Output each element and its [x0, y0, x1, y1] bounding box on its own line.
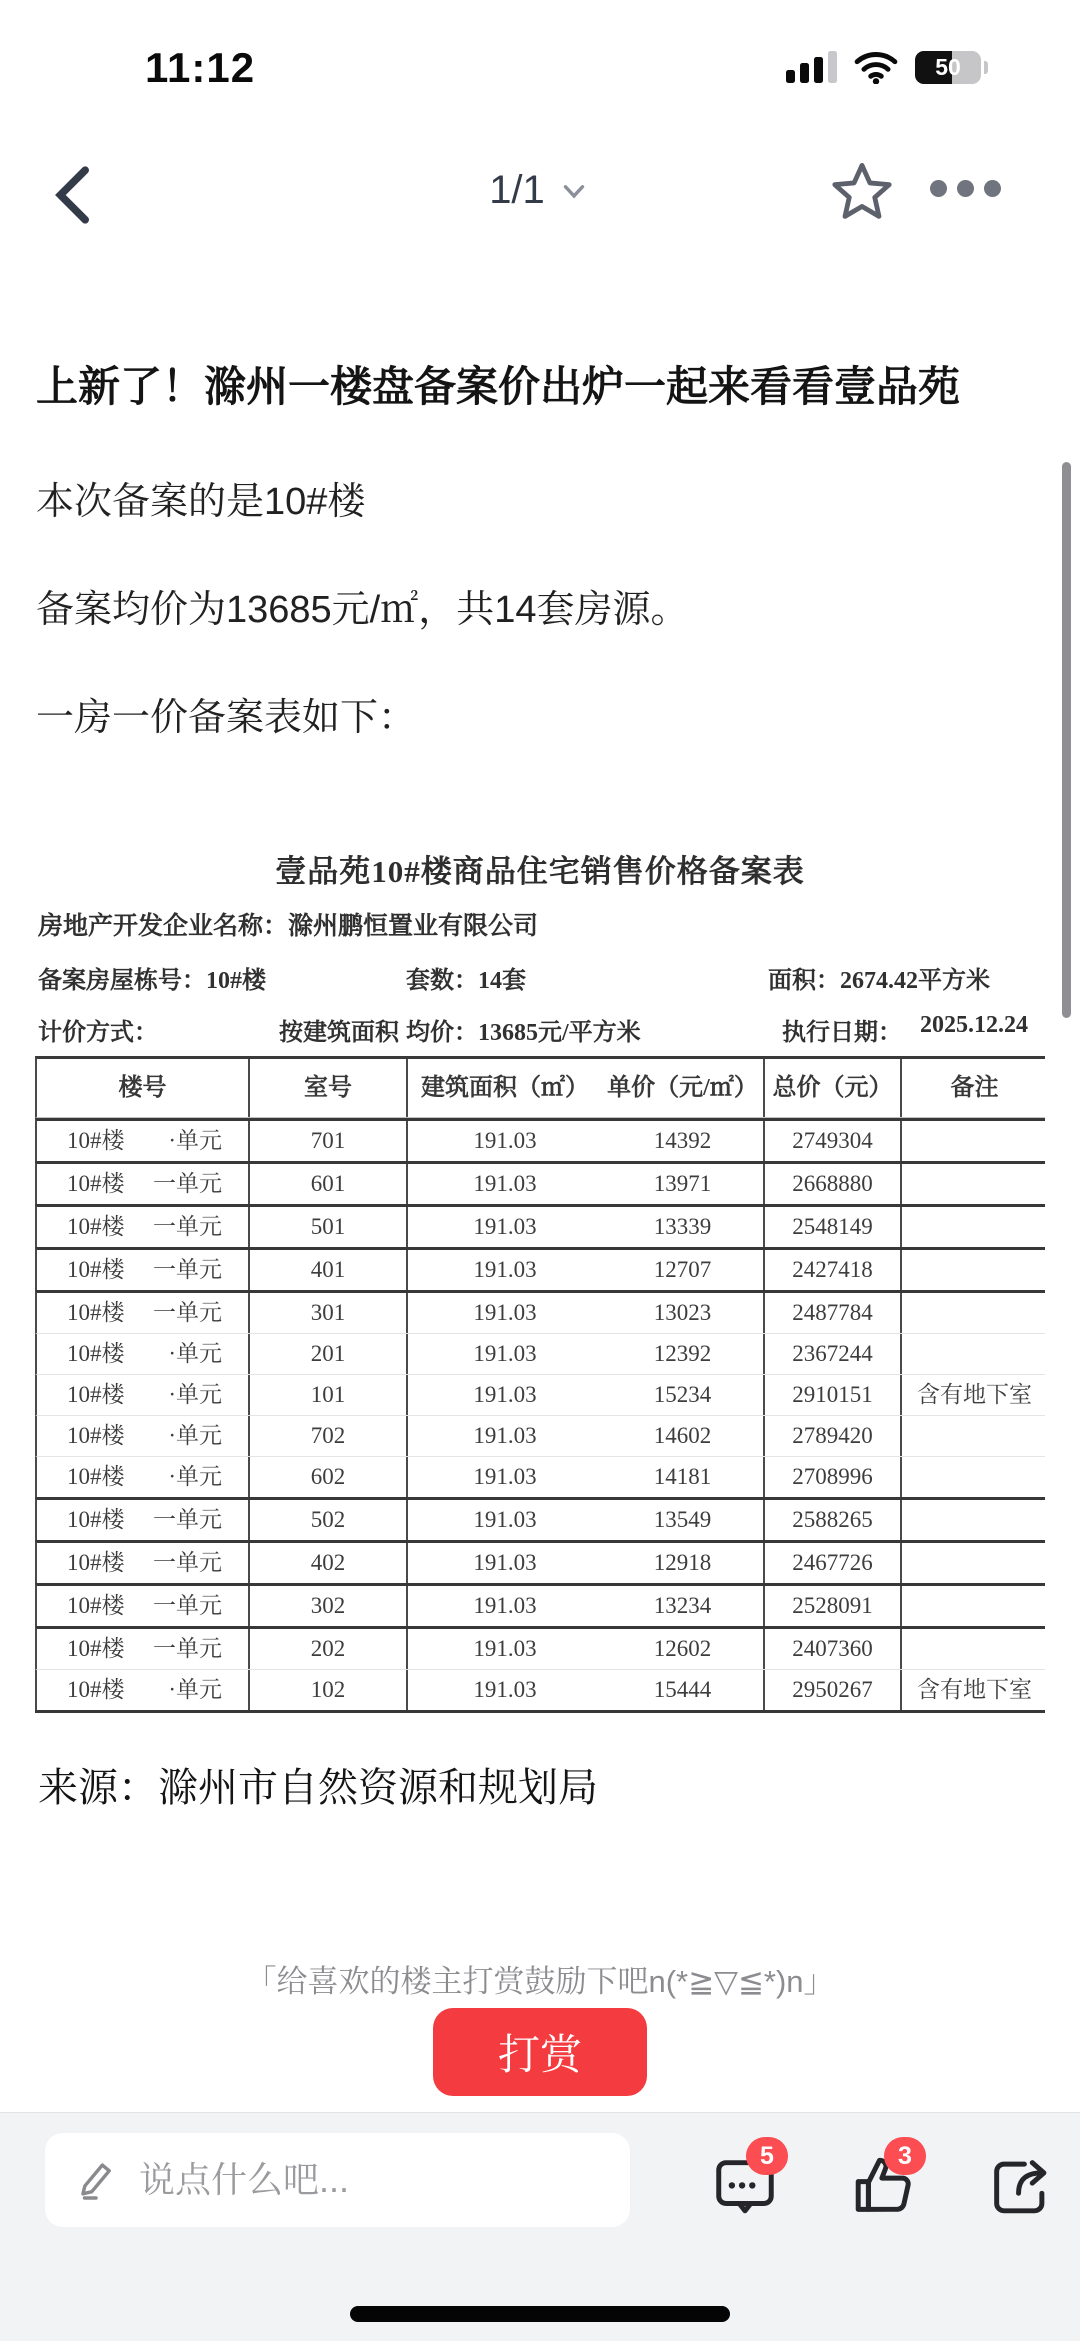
- table-row: [35, 1247, 1045, 1290]
- table-cell: 2487784: [765, 1293, 902, 1333]
- comment-count-badge: 5: [746, 2137, 788, 2175]
- table-cell: 191.03: [473, 1382, 537, 1407]
- table-cell: 10#楼 一单元: [37, 1293, 250, 1333]
- table-cell: 单价（元/㎡）: [602, 1059, 765, 1117]
- table-cell: 2708996: [765, 1457, 902, 1497]
- table-row: [35, 1497, 1045, 1540]
- table-cell: 191.03: [473, 1341, 537, 1366]
- table-cell: 总价（元）: [765, 1059, 902, 1117]
- table-cell: [902, 1164, 1047, 1204]
- total-area: 面积：2674.42平方米: [768, 968, 990, 994]
- table-row: [35, 1118, 1045, 1161]
- battery-percent: 50: [935, 53, 961, 80]
- table-cell: 2407360: [765, 1629, 902, 1669]
- nav-bar: [0, 130, 1080, 260]
- table-cell: 含有地下室: [917, 1677, 1032, 1702]
- table-cell: 13549: [602, 1500, 765, 1540]
- table-cell: 10#楼 一单元: [37, 1629, 250, 1669]
- table-cell: 10#楼 一单元: [37, 1250, 250, 1290]
- table-cell: [902, 1543, 1047, 1583]
- table-cell: 13971: [602, 1164, 765, 1204]
- table-cell: 建筑面积（㎡）: [421, 1075, 589, 1101]
- table-cell: 2528091: [765, 1586, 902, 1626]
- table-cell: 14181: [602, 1457, 765, 1497]
- table-cell: 13339: [602, 1207, 765, 1247]
- table-cell: 10#楼 ·单元: [37, 1334, 250, 1374]
- table-cell: 12602: [602, 1629, 765, 1669]
- cellular-signal-icon: [786, 51, 837, 83]
- table-cell: 13234: [602, 1586, 765, 1626]
- table-cell: 401: [250, 1250, 408, 1290]
- table-cell: 10#楼 ·单元: [37, 1121, 250, 1161]
- comment-button[interactable]: [710, 2141, 780, 2221]
- favorite-star-icon[interactable]: [828, 158, 896, 226]
- status-bar: [0, 0, 1080, 100]
- post-paragraph: 本次备案的是10#楼: [36, 481, 366, 523]
- effective-date-label: 执行日期：: [782, 1020, 902, 1046]
- table-cell: 2467726: [765, 1543, 902, 1583]
- document-title: 壹品苑10#楼商品住宅销售价格备案表: [275, 854, 805, 889]
- table-cell: 2588265: [765, 1500, 902, 1540]
- table-cell: [902, 1416, 1047, 1456]
- table-cell: 2367244: [765, 1334, 902, 1374]
- table-cell: 2548149: [765, 1207, 902, 1247]
- effective-date: 2025.12.24: [920, 1012, 1028, 1038]
- table-cell: 701: [250, 1121, 408, 1161]
- table-cell: 102: [250, 1670, 408, 1710]
- comment-input[interactable]: [137, 2158, 610, 2202]
- building-no: 备案房屋栋号：10#楼: [38, 968, 266, 994]
- table-cell: [902, 1250, 1047, 1290]
- post-paragraph: 一房一价备案表如下：: [36, 697, 417, 739]
- table-cell: 15444: [602, 1670, 765, 1710]
- table-cell: [902, 1334, 1047, 1374]
- table-cell: 702: [250, 1416, 408, 1456]
- table-row: [35, 1583, 1045, 1626]
- table-cell: 备注: [950, 1075, 999, 1101]
- more-options-icon[interactable]: [930, 180, 1001, 197]
- table-cell: 10#楼 一单元: [37, 1164, 250, 1204]
- table-cell: 10#楼 ·单元: [37, 1416, 250, 1456]
- table-cell: 191.03: [473, 1636, 537, 1661]
- reward-tip-text: 「给喜欢的楼主打赏鼓励下吧n(*≧▽≦*)n」: [245, 1964, 835, 1999]
- comment-input-box[interactable]: [45, 2133, 630, 2227]
- table-bottom-border: [35, 1710, 1045, 1713]
- page-indicator[interactable]: [0, 168, 1080, 213]
- table-cell: 15234: [602, 1375, 765, 1415]
- table-cell: 2950267: [765, 1670, 902, 1710]
- table-cell: 2789420: [765, 1416, 902, 1456]
- table-row: [35, 1333, 1045, 1374]
- table-row: [35, 1415, 1045, 1456]
- page-indicator-label: 1/1: [489, 168, 545, 212]
- post-paragraph: 备案均价为13685元/㎡，共14套房源。: [36, 589, 689, 631]
- table-row: [35, 1456, 1045, 1497]
- post-title: 上新了！滁州一楼盘备案价出炉一起来看看壹品苑: [36, 363, 961, 411]
- table-cell: 402: [250, 1543, 408, 1583]
- developer-line: 房地产开发企业名称：滁州鹏恒置业有限公司: [38, 913, 539, 940]
- table-cell: [902, 1500, 1047, 1540]
- reward-button[interactable]: 打赏: [433, 2008, 647, 2096]
- table-cell: 302: [250, 1586, 408, 1626]
- table-cell: 含有地下室: [917, 1382, 1032, 1407]
- table-cell: 191.03: [473, 1128, 537, 1153]
- table-cell: 10#楼 一单元: [37, 1207, 250, 1247]
- table-cell: 14602: [602, 1416, 765, 1456]
- table-cell: 191.03: [473, 1171, 537, 1196]
- pricing-method-label: 计价方式：: [38, 1020, 158, 1046]
- table-cell: 12392: [602, 1334, 765, 1374]
- table-cell: 191.03: [473, 1464, 537, 1489]
- table-cell: [902, 1629, 1047, 1669]
- chevron-down-icon: [557, 174, 591, 208]
- table-cell: 2749304: [765, 1121, 902, 1161]
- pricing-method: 按建筑面积: [279, 1020, 399, 1046]
- table-cell: 202: [250, 1629, 408, 1669]
- share-button[interactable]: [985, 2151, 1055, 2221]
- table-cell: 191.03: [473, 1257, 537, 1282]
- table-cell: 301: [250, 1293, 408, 1333]
- table-cell: 501: [250, 1207, 408, 1247]
- table-row: [35, 1540, 1045, 1583]
- table-cell: 10#楼 ·单元: [37, 1457, 250, 1497]
- table-cell: 10#楼 一单元: [37, 1543, 250, 1583]
- table-cell: 12707: [602, 1250, 765, 1290]
- table-cell: [902, 1121, 1047, 1161]
- table-row: [35, 1204, 1045, 1247]
- unit-count: 套数：14套: [406, 968, 526, 994]
- table-cell: [902, 1586, 1047, 1626]
- status-time: 11:12: [145, 44, 256, 91]
- table-cell: 13023: [602, 1293, 765, 1333]
- battery-nub: [984, 61, 988, 74]
- table-cell: 191.03: [473, 1507, 537, 1532]
- like-button[interactable]: [848, 2141, 918, 2221]
- table-row: [35, 1669, 1045, 1710]
- table-cell: [902, 1207, 1047, 1247]
- table-row: [35, 1161, 1045, 1204]
- price-table: [35, 1056, 1045, 1713]
- table-cell: 10#楼 ·单元: [37, 1375, 250, 1415]
- share-icon: [985, 2151, 1055, 2221]
- scrollbar-thumb[interactable]: [1062, 462, 1071, 1018]
- home-indicator[interactable]: [350, 2306, 730, 2322]
- table-cell: 楼号: [37, 1059, 250, 1117]
- table-cell: 10#楼 一单元: [37, 1586, 250, 1626]
- table-cell: 2910151: [765, 1375, 902, 1415]
- table-cell: 191.03: [473, 1677, 537, 1702]
- table-cell: 191.03: [473, 1423, 537, 1448]
- table-row: [35, 1374, 1045, 1415]
- pencil-icon: [73, 2157, 119, 2203]
- average-price: 均价：13685元/平方米: [406, 1020, 641, 1046]
- status-icons: [786, 50, 988, 84]
- table-cell: 10#楼 ·单元: [37, 1670, 250, 1710]
- table-cell: 2668880: [765, 1164, 902, 1204]
- table-cell: 191.03: [473, 1550, 537, 1575]
- table-cell: 191.03: [473, 1593, 537, 1618]
- table-cell: 14392: [602, 1121, 765, 1161]
- battery-icon: [915, 51, 981, 84]
- table-cell: 602: [250, 1457, 408, 1497]
- table-cell: [902, 1293, 1047, 1333]
- table-cell: 191.03: [473, 1300, 537, 1325]
- table-header-row: [35, 1056, 1045, 1118]
- table-cell: 502: [250, 1500, 408, 1540]
- post-source: 来源：滁州市自然资源和规划局: [38, 1766, 598, 1810]
- table-cell: 10#楼 一单元: [37, 1500, 250, 1540]
- wifi-icon: [853, 50, 899, 84]
- table-cell: 201: [250, 1334, 408, 1374]
- like-count-badge: 3: [884, 2137, 926, 2175]
- table-cell: 12918: [602, 1543, 765, 1583]
- table-cell: 601: [250, 1164, 408, 1204]
- table-row: [35, 1626, 1045, 1669]
- table-row: [35, 1290, 1045, 1333]
- table-cell: 2427418: [765, 1250, 902, 1290]
- table-cell: 室号: [250, 1059, 408, 1117]
- table-cell: [902, 1457, 1047, 1497]
- table-cell: 101: [250, 1375, 408, 1415]
- table-cell: 191.03: [473, 1214, 537, 1239]
